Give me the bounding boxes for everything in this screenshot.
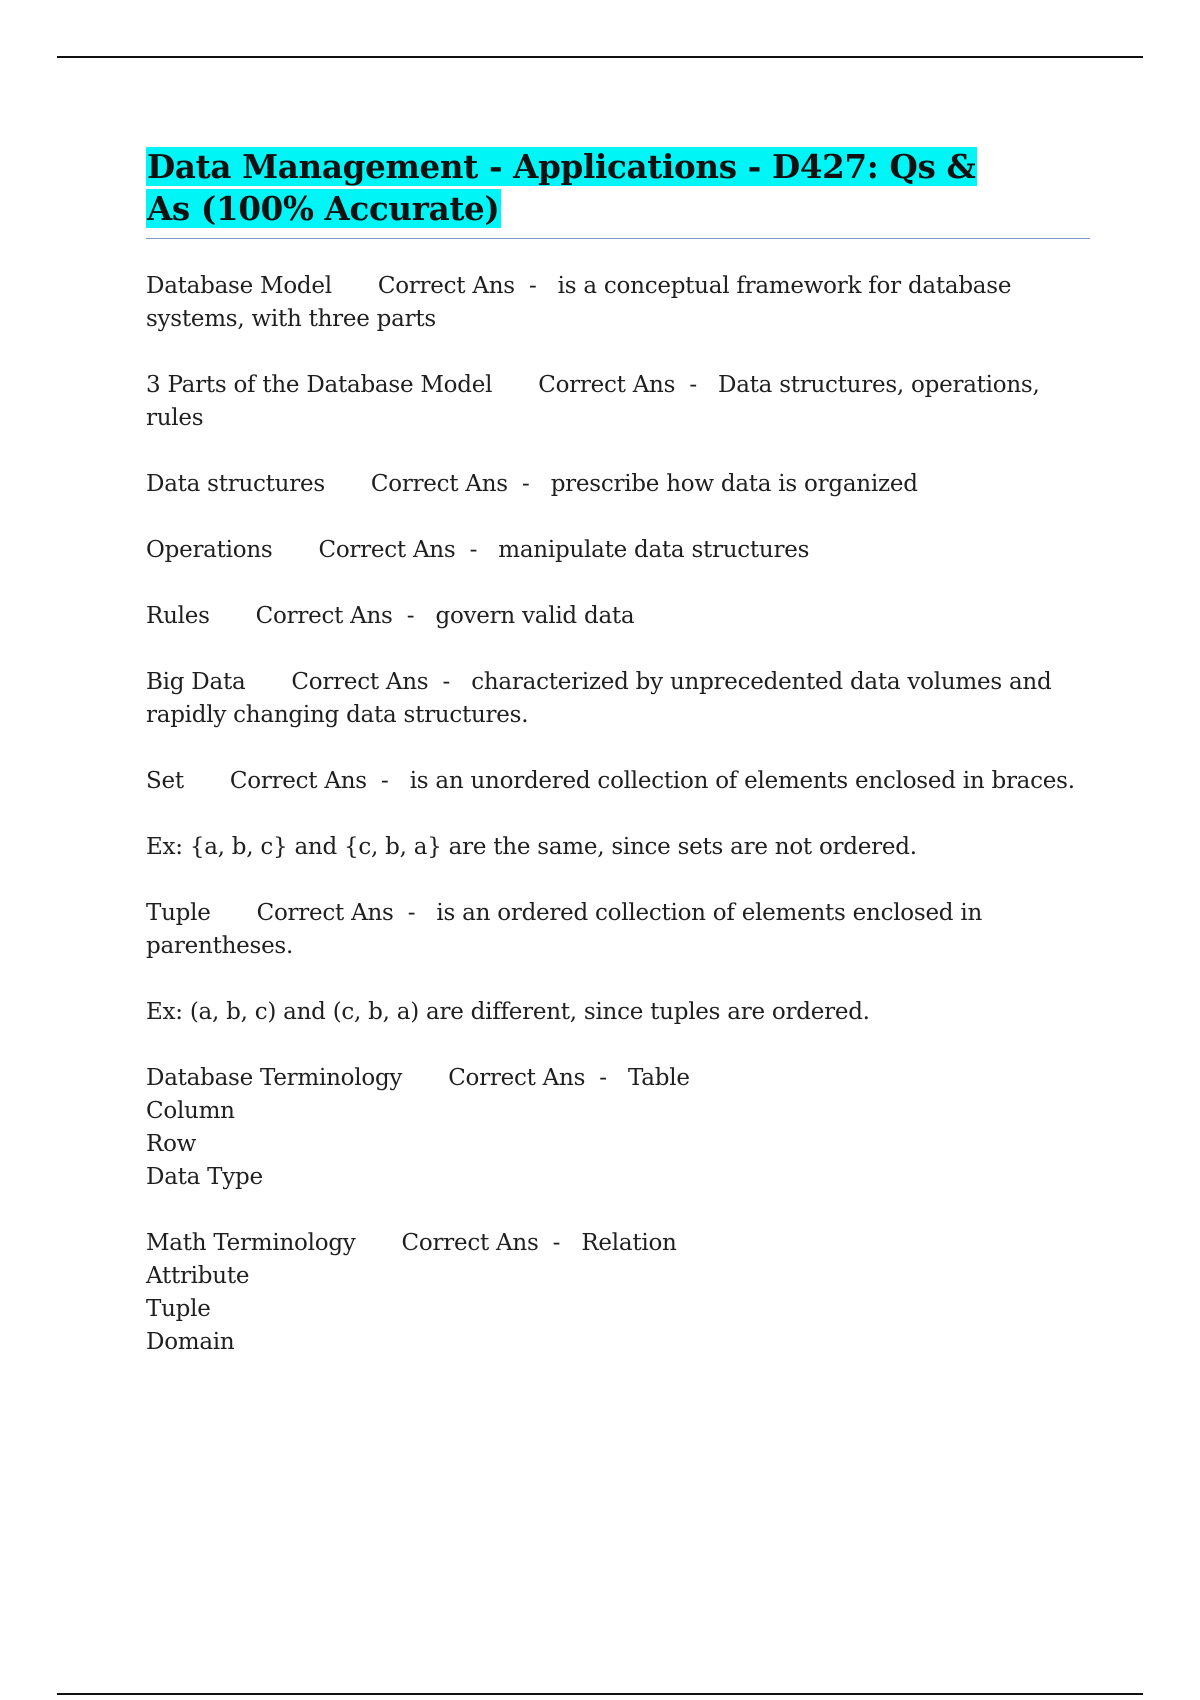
- answer-label: Correct Ans: [377, 273, 515, 299]
- answer-label: Correct Ans: [370, 471, 508, 497]
- qa-term: Database Terminology: [146, 1065, 403, 1091]
- qa-term: Big Data: [146, 669, 246, 695]
- answer-separator: -: [552, 1230, 561, 1256]
- qa-item: [146, 1062, 1090, 1194]
- qa-answer: is a conceptual framework for database systems, with three parts: [146, 273, 1012, 332]
- qa-term: Operations: [146, 537, 273, 563]
- page-top-rule: [57, 56, 1143, 58]
- qa-answer-line: Data Type: [146, 1164, 263, 1190]
- qa-answer: characterized by unprecedented data volumes and rapidly changing data structures.: [146, 669, 1052, 728]
- qa-answer: govern valid data: [435, 603, 635, 629]
- example-note: Ex: {a, b, c} and {c, b, a} are the same, since sets are not ordered.: [146, 834, 917, 860]
- qa-term: 3 Parts of the Database Model: [146, 372, 493, 398]
- page-bottom-rule: [57, 1693, 1143, 1695]
- answer-label: Correct Ans: [255, 603, 393, 629]
- title-underline: [146, 238, 1090, 239]
- document-body: [146, 146, 1090, 1392]
- qa-term: Math Terminology: [146, 1230, 356, 1256]
- answer-label: Correct Ans: [448, 1065, 586, 1091]
- qa-term: Database Model: [146, 273, 332, 299]
- answer-separator: -: [528, 273, 537, 299]
- qa-list: [146, 270, 1090, 1359]
- qa-answer-line: Row: [146, 1131, 197, 1157]
- answer-separator: -: [599, 1065, 607, 1091]
- answer-label: Correct Ans: [291, 669, 429, 695]
- answer-separator: -: [380, 768, 389, 794]
- document-title: [146, 146, 1006, 230]
- qa-item: [146, 534, 1090, 567]
- qa-answer-line: Tuple: [146, 1296, 211, 1322]
- answer-separator: -: [469, 537, 478, 563]
- qa-item: [146, 468, 1090, 501]
- qa-answer: is an unordered collection of elements enclosed in braces.: [409, 768, 1075, 794]
- qa-answer-line: Domain: [146, 1329, 235, 1355]
- answer-label: Correct Ans: [538, 372, 676, 398]
- qa-term: Set: [146, 768, 184, 794]
- qa-answer: Relation: [581, 1230, 677, 1256]
- qa-term: Rules: [146, 603, 210, 629]
- answer-separator: -: [406, 603, 415, 629]
- answer-separator: -: [689, 372, 697, 398]
- qa-item: [146, 270, 1090, 336]
- qa-answer: Table: [628, 1065, 690, 1091]
- qa-answer: manipulate data structures: [498, 537, 810, 563]
- answer-label: Correct Ans: [256, 900, 394, 926]
- answer-separator: -: [407, 900, 416, 926]
- answer-label: Correct Ans: [401, 1230, 539, 1256]
- qa-item: [146, 765, 1090, 798]
- qa-term: Data structures: [146, 471, 325, 497]
- qa-item: [146, 369, 1090, 435]
- qa-answer: Data structures, operations, rules: [146, 372, 1040, 431]
- answer-label: Correct Ans: [318, 537, 456, 563]
- qa-answer-line: Column: [146, 1098, 235, 1124]
- example-note: Ex: (a, b, c) and (c, b, a) are different, since tuples are ordered.: [146, 999, 870, 1025]
- qa-item: [146, 666, 1090, 732]
- qa-answer-line: Attribute: [146, 1263, 250, 1289]
- answer-label: Correct Ans: [229, 768, 367, 794]
- answer-separator: -: [442, 669, 451, 695]
- qa-answer: is an ordered collection of elements enclosed in parentheses.: [146, 900, 983, 959]
- qa-item: [146, 600, 1090, 633]
- qa-first-line: [146, 1227, 1090, 1260]
- answer-separator: -: [521, 471, 530, 497]
- qa-item: [146, 1227, 1090, 1359]
- document-title-text: Data Management - Applications - D427: Qs & As (100% Accurate): [147, 147, 976, 228]
- qa-item: [146, 897, 1090, 963]
- qa-answer: prescribe how data is organized: [550, 471, 918, 497]
- qa-term: Tuple: [146, 900, 211, 926]
- qa-first-line: [146, 1062, 1090, 1095]
